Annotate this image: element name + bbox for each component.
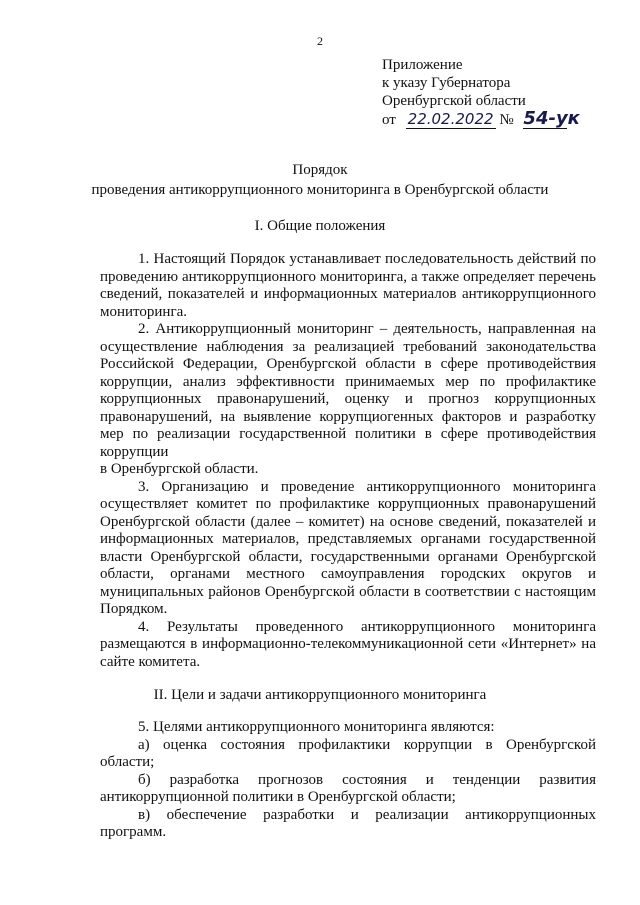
annex-line-2: к указу Губернатора — [382, 75, 511, 91]
paragraph-5c: в) обеспечение разработки и реализации антикоррупционных программ. — [100, 806, 596, 840]
section-2-body — [100, 719, 596, 842]
annex-line-3: Оренбургской области — [382, 93, 526, 109]
paragraph-2: 2. Антикоррупционный мониторинг – деятельность, направленная на осуществление наблюдения за реализацией требований законодательства Российской Федерации, Оренбургской области в сфере противодействия коррупции, анализ эффективности принимаемых мер по профилактике коррупционных правонарушений, оценку и прогноз коррупционных правонарушений, на выявление коррупциогенных факторов и разработку мер по реализации государственной политики в сфере противодействия коррупции — [100, 321, 596, 460]
annex-block — [382, 56, 580, 129]
paragraph-5: 5. Целями антикоррупционного мониторинга являются: — [138, 719, 495, 735]
number-prefix: № — [499, 112, 514, 128]
title-line-2: проведения антикоррупционного мониторинга в Оренбургской области — [91, 182, 549, 198]
section-1-heading: I. Общие положения — [254, 218, 386, 234]
paragraph-5a: а) оценка состояния профилактики коррупции в Оренбургской области; — [100, 736, 596, 770]
title-line-1: Порядок — [292, 162, 348, 178]
handwritten-date: 22.02.2022 — [406, 110, 496, 129]
document-title — [0, 160, 640, 200]
annex-date-number-row — [382, 108, 580, 129]
paragraph-4: 4. Результаты проведенного антикоррупционного мониторинга размещаются в информационно-телекоммуникационной сети «Интернет» на сайте комитета. — [100, 618, 596, 670]
paragraph-3: 3. Организацию и проведение антикоррупционного мониторинга осуществляет комитет по профилактике коррупционных правонарушений Оренбургской области (далее – комитет) на основе сведений, показателей и информационных материалов, представляемых органами государственной власти Оренбургской области, государственными органами Оренбургской области, органами местного самоуправления городских округов и муниципальных районов Оренбургской области в соответствии с настоящим Порядком. — [100, 478, 596, 617]
paragraph-2-tail: в Оренбургской области. — [100, 461, 259, 477]
paragraph-1: 1. Настоящий Порядок устанавливает последовательность действий по проведению антикоррупционного мониторинга, а также определяет перечень сведений, показателей и информационных материалов антикоррупционного мониторинга. — [100, 251, 596, 320]
annex-line-1: Приложение — [382, 57, 463, 73]
paragraph-5b: б) разработка прогнозов состояния и тенденции развития антикоррупционной политики в Оренбургской области; — [100, 771, 596, 805]
section-1-body — [100, 251, 596, 671]
date-prefix: от — [382, 112, 396, 128]
page-number: 2 — [317, 34, 323, 48]
section-2-heading: II. Цели и задачи антикоррупционного мониторинга — [153, 687, 487, 703]
handwritten-number: 54-ук — [523, 108, 580, 129]
